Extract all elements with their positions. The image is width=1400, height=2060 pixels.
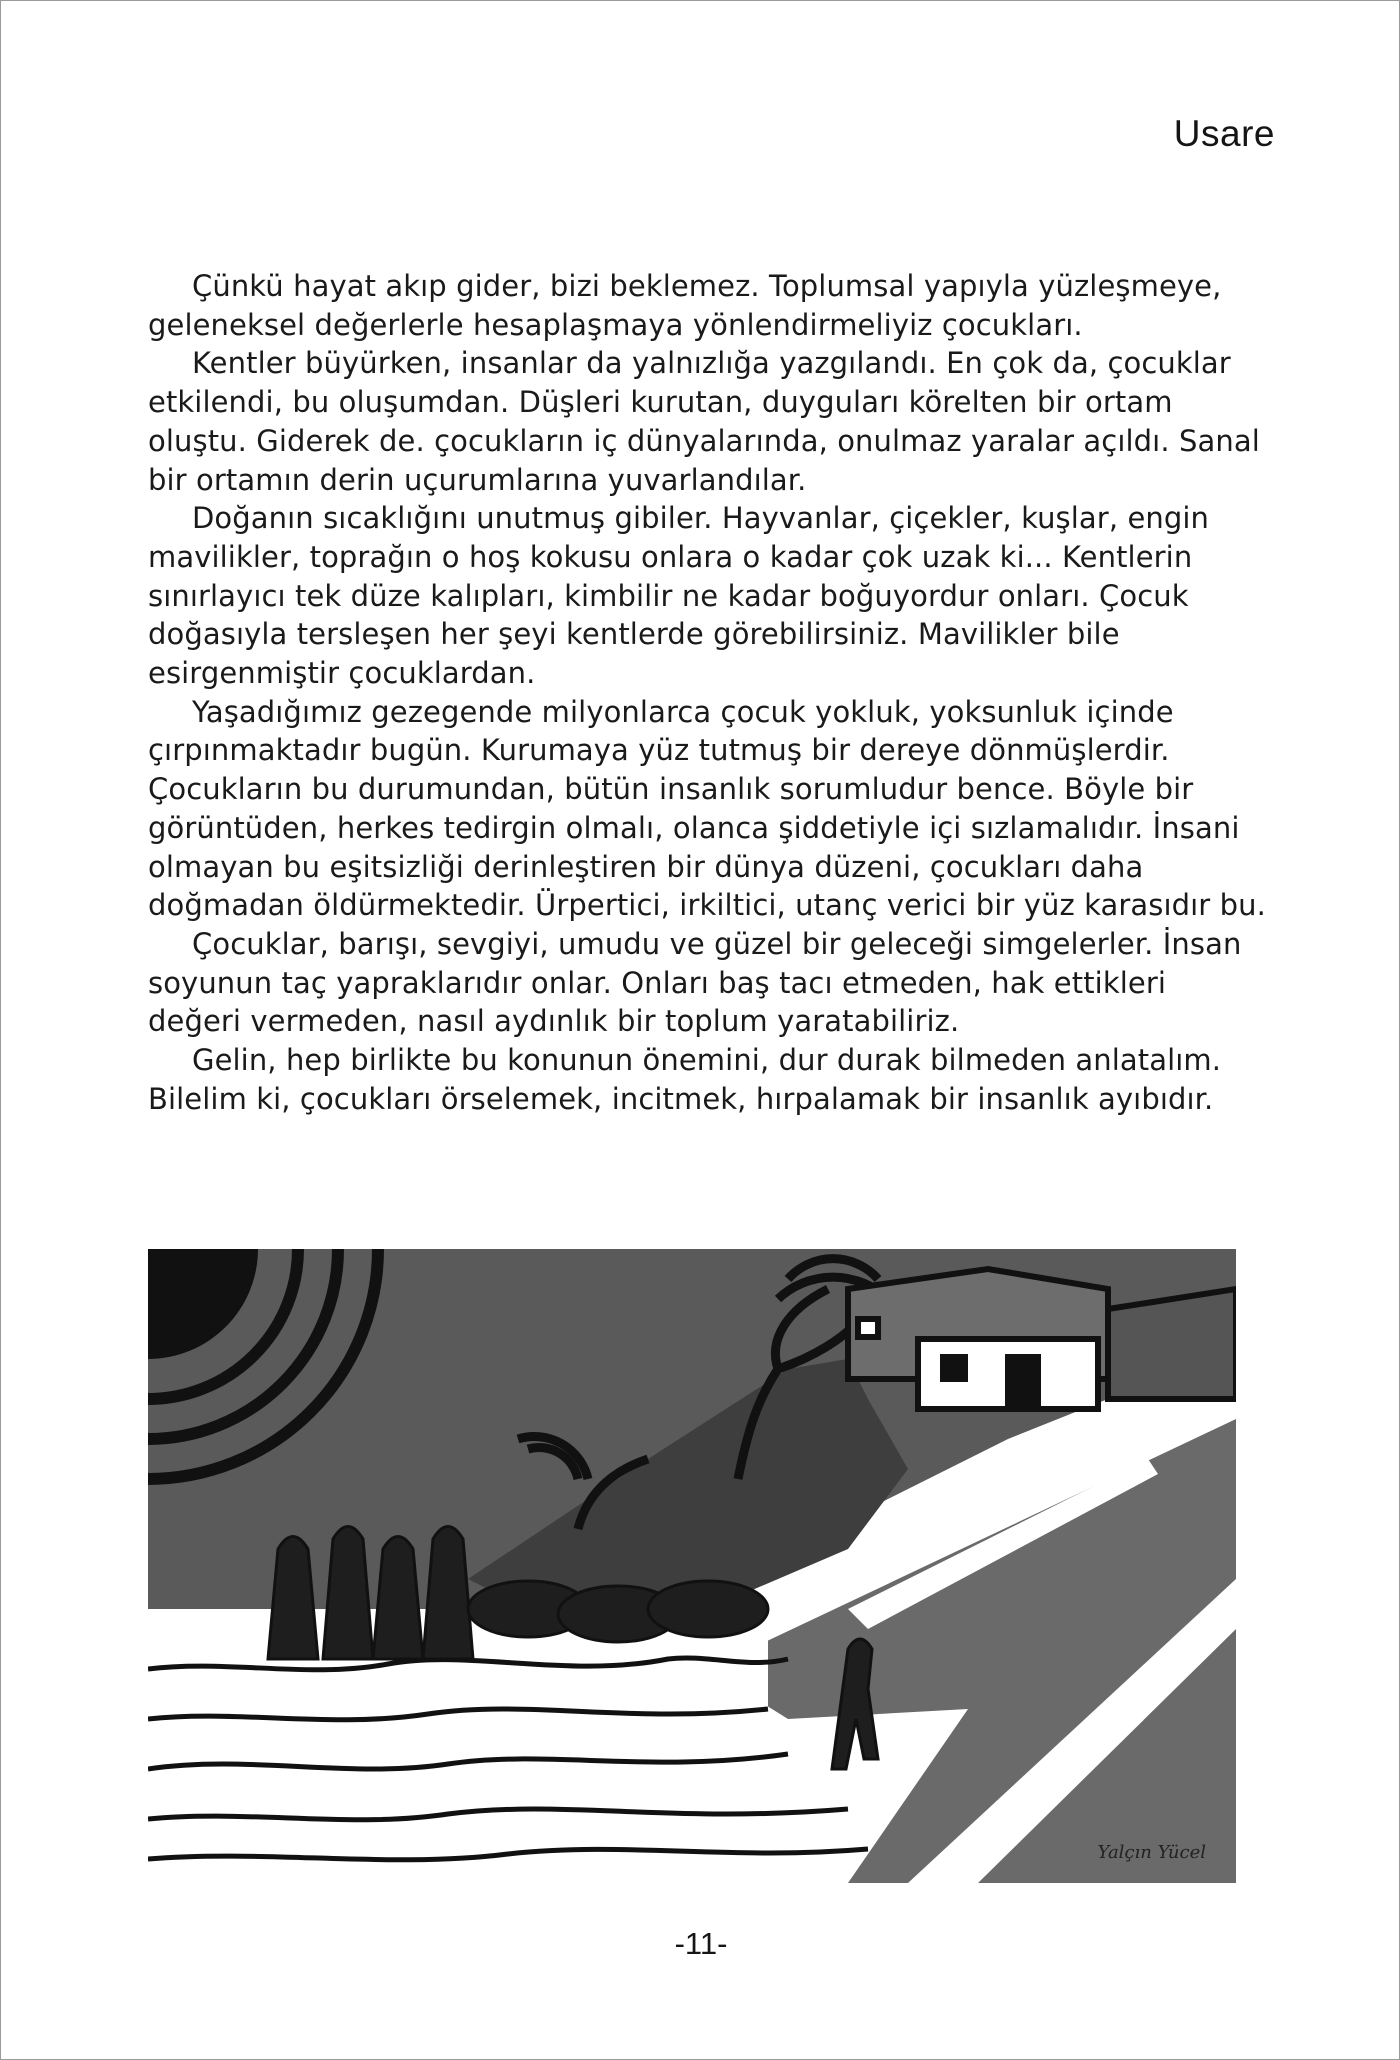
paragraph: Gelin, hep birlikte bu konunun önemini, dur durak bilmeden anlatalım. Bilelim ki, çocukları örselemek, incitmek, hırpalamak bir insanlık ayıbıdır. [148,1043,1222,1116]
running-header: Usare [1173,113,1275,154]
paragraph: Kentler büyürken, insanlar da yalnızlığa yazgılandı. En çok da, çocuklar etkilendi, bu oluşumdan. Düşleri kurutan, duyguları körelten bir ortam oluştu. Giderek de. çocukların iç dünyalarında, onulmaz yaralar açıldı. Sanal bir ortamın derin uçurumlarına yuvarlandılar. [148,346,1260,497]
paragraph: Yaşadığımız gezegende milyonlarca çocuk yokluk, yoksunluk içinde çırpınmaktadır bugün. Kurumaya yüz tutmuş bir dereye dönmüşlerdir. Çocukların bu durumundan, bütün insanlık sorumludur bence. Böyle bir görüntüden, herkes tedirgin olmalı, olanca şiddetiyle içi sızlamalıdır. İnsani olmayan bu eşitsizliği derinleştiren bir dünya düzeni, çocukları daha doğmadan öldürmektedir. Ürpertici, irkiltici, utanç verici bir yüz karasıdır bu. [148,694,1266,923]
paragraph: Doğanın sıcaklığını unutmuş gibiler. Hayvanlar, çiçekler, kuşlar, engin mavilikler, toprağın o hoş kokusu onlara o kadar çok uzak ki... Kentlerin sınırlayıcı tek düze kalıpları, kimbilir ne kadar boğuyordur onları. Çocuk doğasıyla tersleşen her şeyi kentlerde görebilirsiniz. Mavilikler bile esirgenmiştir çocuklardan. [148,501,1210,691]
article-body [148,267,1268,1118]
paragraph: Çünkü hayat akıp gider, bizi beklemez. Toplumsal yapıyla yüzleşmeye, geleneksel değerlerle hesaplaşmaya yönlendirmeliyiz çocukları. [148,269,1222,342]
paragraph: Çocuklar, barışı, sevgiyi, umudu ve güzel bir geleceği simgelerler. İnsan soyunun taç yapraklarıdır onlar. Onları baş tacı etmeden, hak ettikleri değeri vermeden, nasıl aydınlık bir toplum yaratabiliriz. [148,926,1242,1039]
ink-drawing-illustration [148,1249,1236,1883]
page-number: -11- [674,1926,728,1961]
artist-signature: Yalçın Yücel [1097,1842,1206,1863]
illustration-svg [148,1249,1236,1883]
